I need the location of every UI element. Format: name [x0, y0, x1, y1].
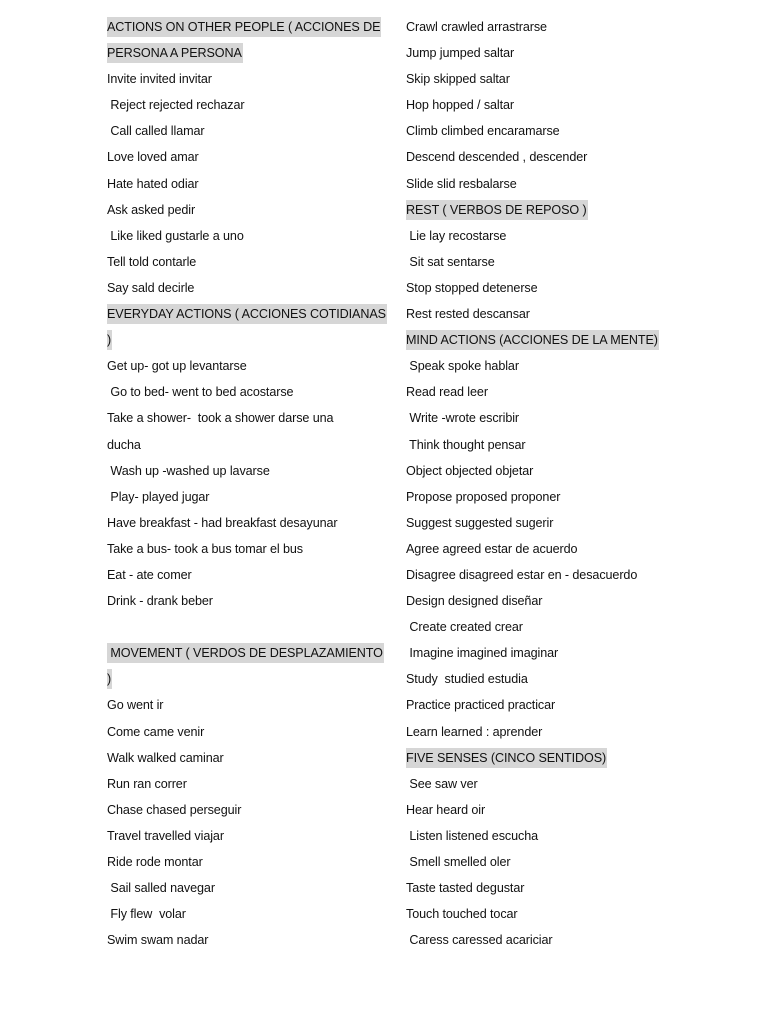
verb-entry-text: Love loved amar: [107, 150, 199, 165]
verb-entry-text: Walk walked caminar: [107, 750, 224, 765]
verb-entry: [406, 823, 706, 849]
section-heading: [406, 327, 706, 353]
verb-entry: [107, 223, 369, 249]
verb-entry: [406, 797, 706, 823]
verb-entry-text: Lie lay recostarse: [406, 228, 507, 243]
section-heading-text: MIND ACTIONS (ACCIONES DE LA MENTE): [406, 330, 659, 350]
verb-entry: [107, 484, 369, 510]
verb-entry-text: Go to bed- went to bed acostarse: [107, 385, 294, 400]
verb-entry: [107, 275, 369, 301]
verb-entry: [406, 484, 706, 510]
verb-entry-text: Hear heard oir: [406, 802, 486, 817]
verb-entry: [107, 144, 369, 170]
verb-entry-text: Object objected objetar: [406, 463, 534, 478]
section-heading-text: ): [107, 669, 112, 689]
verb-entry: [107, 510, 369, 536]
verb-entry: [406, 614, 706, 640]
verb-entry: [406, 588, 706, 614]
verb-entry: [107, 118, 369, 144]
verb-entry: [107, 536, 369, 562]
verb-entry-text: Skip skipped saltar: [406, 72, 510, 87]
verb-entry: [406, 536, 706, 562]
verb-entry-text: Sail salled navegar: [107, 881, 215, 896]
section-heading-text: REST ( VERBOS DE REPOSO ): [406, 200, 588, 220]
section-heading-text: EVERYDAY ACTIONS ( ACCIONES COTIDIANAS: [107, 304, 387, 324]
verb-entry: [406, 875, 706, 901]
verb-entry: [107, 719, 369, 745]
verb-entry-text: Suggest suggested sugerir: [406, 515, 554, 530]
verb-entry-text: Wash up -washed up lavarse: [107, 463, 270, 478]
verb-entry: [406, 223, 706, 249]
verb-entry-text: Come came venir: [107, 724, 205, 739]
verb-entry: [107, 875, 369, 901]
verb-entry-text: Chase chased perseguir: [107, 802, 242, 817]
verb-entry-text: Have breakfast - had breakfast desayunar: [107, 515, 338, 530]
verb-entry-text: Travel travelled viajar: [107, 828, 224, 843]
verb-entry-text: Call called llamar: [107, 124, 205, 139]
verb-entry-text: Tell told contarle: [107, 254, 197, 269]
verb-entry-text: Learn learned : aprender: [406, 724, 543, 739]
verb-entry: [406, 118, 706, 144]
verb-entry-text: Drink - drank beber: [107, 594, 213, 609]
verb-entry: [107, 797, 369, 823]
verb-entry-text: Fly flew volar: [107, 907, 186, 922]
verb-entry-text: Climb climbed encaramarse: [406, 124, 560, 139]
verb-entry: [406, 692, 706, 718]
verb-entry: [107, 458, 369, 484]
verb-entry: [107, 927, 369, 953]
verb-entry-text: Read read leer: [406, 385, 488, 400]
verb-entry-text: Reject rejected rechazar: [107, 98, 245, 113]
verb-entry: [406, 432, 706, 458]
verb-entry: [107, 823, 369, 849]
verb-entry: [107, 901, 369, 927]
verb-entry-text: Ride rode montar: [107, 855, 203, 869]
verb-entry-text: Run ran correr: [107, 776, 187, 791]
section-heading-text: PERSONA A PERSONA: [107, 43, 243, 63]
verb-entry-text: Create created crear: [406, 620, 523, 635]
verb-entry: [406, 14, 706, 40]
verb-entry: [406, 510, 706, 536]
verb-entry-text: Taste tasted degustar: [406, 881, 525, 896]
verb-entry: [406, 405, 706, 431]
verb-entry-text: Touch touched tocar: [406, 907, 518, 922]
section-heading-text: MOVEMENT ( VERDOS DE DESPLAZAMIENTO: [107, 643, 384, 663]
verb-entry: [406, 92, 706, 118]
verb-entry: [406, 379, 706, 405]
verb-entry: [107, 745, 369, 771]
verb-entry: [406, 301, 706, 327]
section-heading-text: ACTIONS ON OTHER PEOPLE ( ACCIONES DE: [107, 17, 381, 37]
verb-entry: [107, 353, 369, 379]
verb-entry-text: Go went ir: [107, 698, 164, 713]
section-heading: [107, 301, 386, 327]
verb-entry: [107, 588, 369, 614]
section-heading: [406, 745, 706, 771]
verb-entry-text: Disagree disagreed estar en - desacuerdo: [406, 567, 638, 582]
verb-entry-text: Think thought pensar: [406, 437, 526, 452]
verb-entry-text: Ask asked pedir: [107, 202, 196, 217]
left-column: [107, 14, 386, 953]
verb-entry-text: Say sald decirle: [107, 280, 195, 295]
verb-entry: [406, 849, 706, 875]
verb-entry-text: Design designed diseñar: [406, 594, 543, 609]
verb-entry-text: Invite invited invitar: [107, 72, 212, 87]
verb-entry-text: Take a shower- took a shower darse una: [107, 411, 334, 426]
verb-entry: [406, 40, 706, 66]
verb-entry-text: Jump jumped saltar: [406, 46, 515, 61]
verb-entry-text: Listen listened escucha: [406, 828, 539, 843]
verb-entry-text: Write -wrote escribir: [406, 411, 520, 426]
verb-entry: [107, 171, 369, 197]
verb-entry-text: Like liked gustarle a uno: [107, 228, 244, 243]
verb-entry-text: Take a bus- took a bus tomar el bus: [107, 541, 304, 556]
verb-entry: [406, 249, 706, 275]
verb-entry-text: Swim swam nadar: [107, 933, 209, 948]
verb-entry: [406, 666, 706, 692]
verb-entry-text: Practice practiced practicar: [406, 698, 556, 713]
verb-entry: [406, 458, 706, 484]
section-heading: [107, 14, 381, 40]
verb-entry-text: Eat - ate comer: [107, 567, 192, 582]
section-heading-text: FIVE SENSES (CINCO SENTIDOS): [406, 748, 607, 768]
verb-entry: [406, 927, 706, 953]
verb-entry-text: Hop hopped / saltar: [406, 98, 515, 113]
verb-entry: [406, 275, 706, 301]
verb-entry: [406, 640, 706, 666]
right-column: [406, 14, 706, 953]
verb-entry: [406, 901, 706, 927]
verb-entry: [107, 771, 369, 797]
verb-entry-text: Caress caressed acariciar: [406, 933, 553, 948]
verb-entry-text: Play- played jugar: [107, 489, 210, 504]
verb-entry-text: Speak spoke hablar: [406, 359, 519, 374]
verb-entry-text: Stop stopped detenerse: [406, 280, 538, 295]
section-heading: [107, 327, 369, 353]
section-heading: [406, 197, 706, 223]
section-heading: [107, 40, 369, 66]
verb-entry-text: Propose proposed proponer: [406, 489, 561, 504]
verb-entry-text: Rest rested descansar: [406, 307, 530, 322]
verb-entry: [107, 92, 369, 118]
verb-entry: [406, 353, 706, 379]
verb-entry-text: See saw ver: [406, 776, 478, 791]
verb-entry-text: ducha: [107, 437, 141, 452]
verb-entry: [107, 692, 369, 718]
verb-entry-text: Smell smelled oler: [406, 855, 511, 869]
verb-entry-text: Crawl crawled arrastrarse: [406, 20, 547, 34]
verb-entry: [107, 249, 369, 275]
verb-entry-text: Get up- got up levantarse: [107, 359, 247, 374]
blank-line: [107, 614, 369, 640]
verb-entry-text: Hate hated odiar: [107, 176, 199, 191]
verb-entry: [107, 379, 369, 405]
verb-entry: [107, 432, 369, 458]
verb-entry-text: Imagine imagined imaginar: [406, 646, 559, 661]
verb-entry-text: Sit sat sentarse: [406, 254, 495, 269]
verb-entry: [406, 562, 706, 588]
verb-entry: [107, 197, 369, 223]
section-heading-text: ): [107, 330, 112, 350]
verb-entry: [107, 66, 369, 92]
verb-entry: [107, 849, 369, 875]
verb-entry-text: Agree agreed estar de acuerdo: [406, 541, 578, 556]
verb-entry-text: Slide slid resbalarse: [406, 176, 517, 191]
verb-entry: [406, 171, 706, 197]
section-heading: [107, 666, 369, 692]
section-heading: [107, 640, 383, 666]
verb-entry-text: Descend descended , descender: [406, 150, 588, 165]
verb-entry: [107, 405, 369, 431]
verb-entry: [406, 66, 706, 92]
verb-entry: [107, 562, 369, 588]
verb-entry: [406, 144, 706, 170]
verb-entry: [406, 771, 706, 797]
verb-entry-text: Study studied estudia: [406, 672, 528, 687]
verb-entry: [406, 719, 706, 745]
